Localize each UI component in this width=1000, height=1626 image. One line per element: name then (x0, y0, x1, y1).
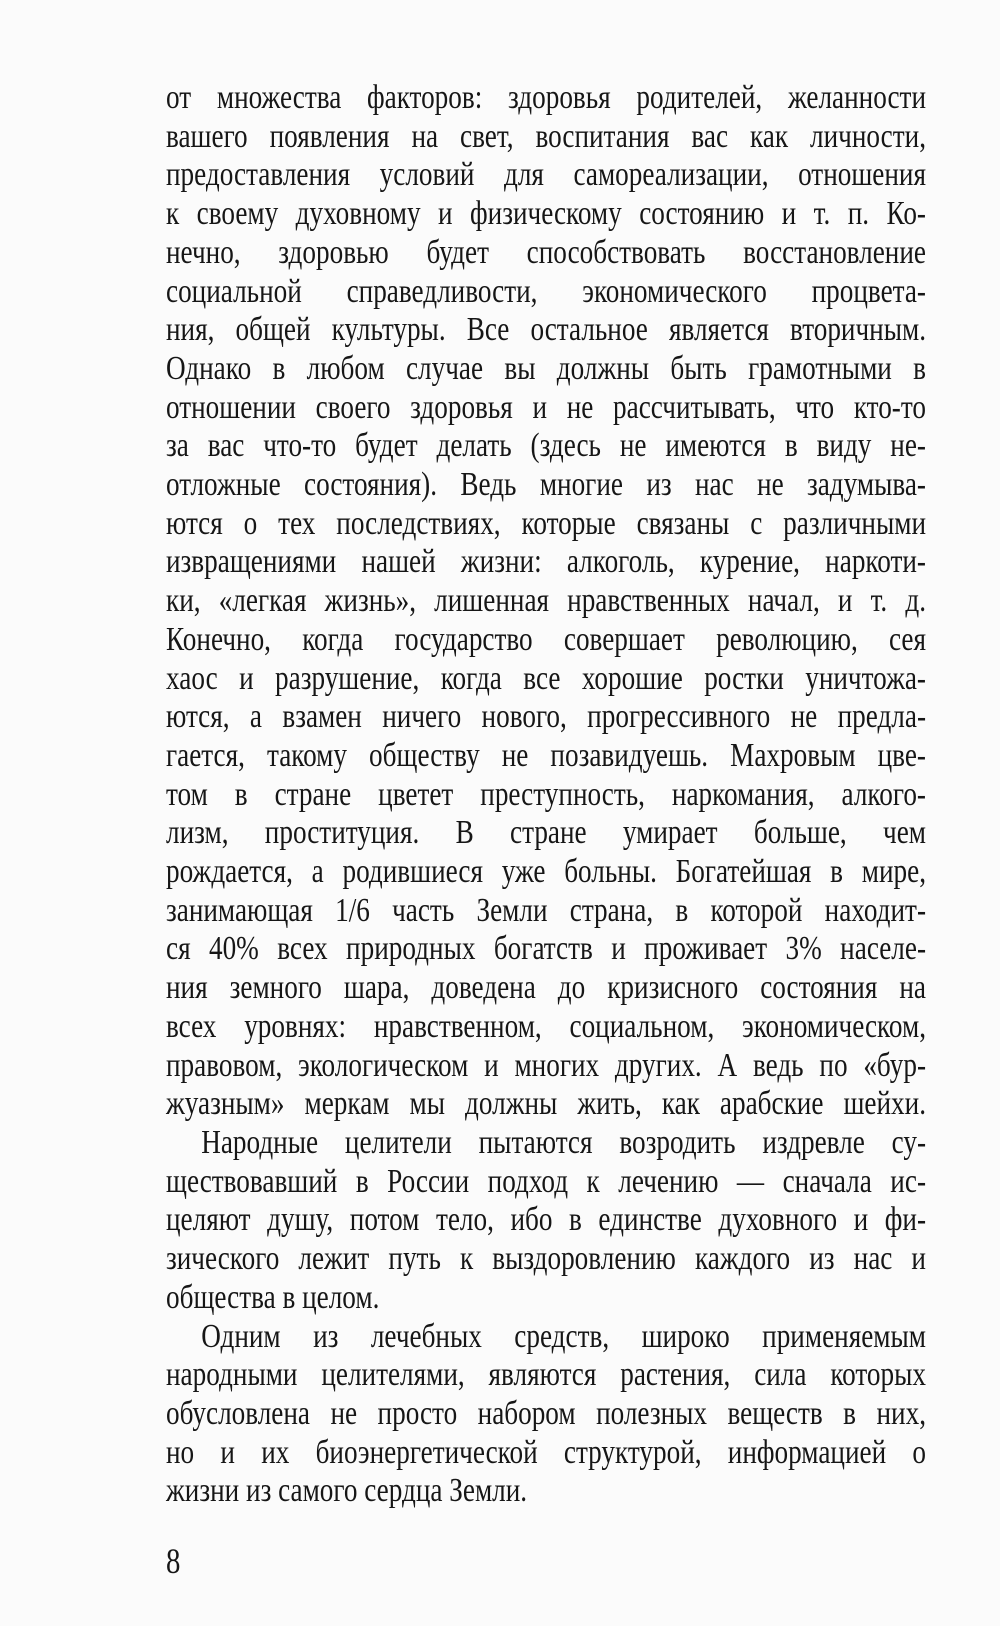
text-line: Одним из лечебных средств, широко применяемым (201, 1317, 926, 1355)
text-line: рождается, а родившиеся уже больны. Богатейшая в мире, (166, 853, 926, 891)
text-line: ются, а взамен ничего нового, прогрессивного не предла- (166, 698, 926, 736)
text-line: вашего появления на свет, воспитания вас как личности, (166, 117, 926, 155)
text-line: Конечно, когда государство совершает революцию, сея (166, 620, 926, 658)
page-number: 8 (166, 1541, 181, 1581)
text-line: к своему духовному и физическому состоянию и т. п. Ко- (166, 195, 926, 233)
text-line: жуазным» меркам мы должны жить, как арабские шейхи. (166, 1085, 926, 1123)
text-line: за вас что-то будет делать (здесь не имеются в виду не- (166, 427, 926, 465)
text-line: ния земного шара, доведена до кризисного состояния на (166, 969, 926, 1007)
text-line: предоставления условий для самореализации, отношения (166, 156, 926, 194)
text-line: целяют душу, потом тело, ибо в единстве духовного и фи- (166, 1201, 926, 1239)
text-line: народными целителями, являются растения, сила которых (166, 1356, 926, 1394)
text-line: правовом, экологическом и многих других. А ведь по «бур- (166, 1046, 926, 1084)
text-line: социальной справедливости, экономического процвета- (166, 272, 926, 310)
text-line: извращениями нашей жизни: алкоголь, курение, наркоти- (166, 543, 926, 581)
text-line: Народные целители пытаются возродить издревле су- (201, 1123, 926, 1161)
text-line: общества в целом. (166, 1278, 380, 1316)
text-line: нечно, здоровью будет способствовать восстановление (166, 233, 926, 271)
text-line: ся 40% всех природных богатств и проживает 3% населе- (166, 930, 926, 968)
text-line: но и их биоэнергетической структурой, информацией о (166, 1433, 926, 1471)
text-line: Однако в любом случае вы должны быть грамотными в (166, 349, 926, 387)
text-line: ются о тех последствиях, которые связаны с различными (166, 504, 926, 542)
text-line: всех уровнях: нравственном, социальном, экономическом, (166, 1007, 926, 1045)
text-line: от множества факторов: здоровья родителей, желанности (166, 79, 926, 116)
text-line: обусловлена не просто набором полезных веществ в них, (166, 1394, 926, 1432)
text-line: лизм, проституция. В стране умирает больше, чем (166, 814, 926, 852)
text-line: ществовавший в России подход к лечению — сначала ис- (166, 1162, 926, 1200)
text-line: отношении своего здоровья и не рассчитывать, что кто-то (166, 388, 926, 426)
text-line: ния, общей культуры. Все остальное является вторичным. (166, 311, 926, 349)
text-line: гается, такому обществу не позавидуешь. Махровым цве- (166, 736, 926, 774)
text-line: отложные состояния). Ведь многие из нас не задумыва- (166, 466, 926, 504)
body-text (166, 79, 926, 1511)
text-line: хаос и разрушение, когда все хорошие ростки уничтожа- (166, 659, 926, 697)
text-line: занимающая 1/6 часть Земли страна, в которой находит- (166, 891, 926, 929)
text-line: жизни из самого сердца Земли. (166, 1472, 528, 1510)
text-line: том в стране цветет преступность, наркомания, алкого- (166, 775, 926, 813)
text-line: ки, «легкая жизнь», лишенная нравственных начал, и т. д. (166, 582, 926, 620)
text-line: зического лежит путь к выздоровлению каждого из нас и (166, 1240, 926, 1278)
